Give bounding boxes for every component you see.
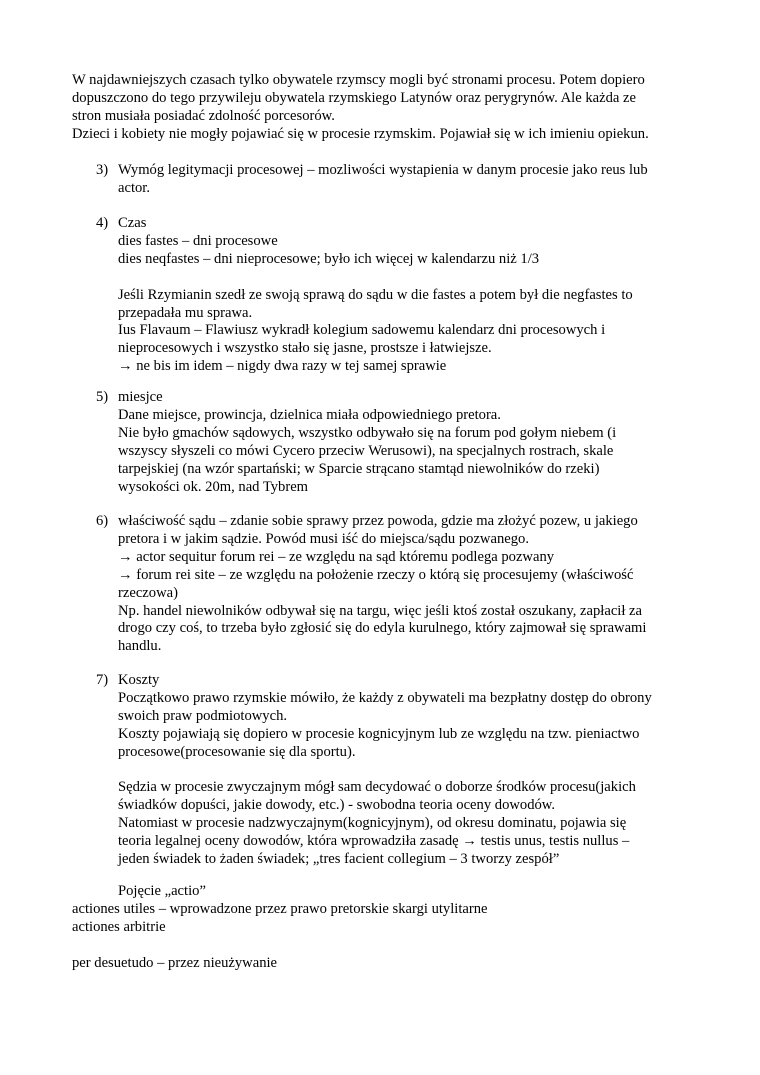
item-line: teoria legalnej oceny dowodów, która wprowadziła zasadę → testis unus, testis nullus – [118, 833, 630, 850]
item-line: → forum rei site – ze względu na położenie rzeczy o którą się procesujemy (właściwość [118, 566, 634, 583]
item-line: Np. handel niewolników odbywał się na targu, więc jeśli ktoś został oszukany, zapłacił za [118, 602, 643, 619]
item-line: swoich praw podmiotowych. [118, 707, 288, 724]
item-line: pretora i w jakim sądzie. Powód musi iść do miejsca/sądu pozwanego. [118, 530, 529, 547]
item-line: procesowe(procesowanie się dla sportu). [118, 743, 356, 760]
item-line: Nie było gmachów sądowych, wszystko odbywało się na forum pod gołym niebem (i [118, 424, 617, 441]
item-line: Wymóg legitymacji procesowej – mozliwości wystapienia w danym procesie jako reus lub [118, 162, 648, 178]
item-line: dies neqfastes – dni nieprocesowe; było ich więcej w kalendarzu niż 1/3 [118, 250, 540, 267]
closing-final-line: per desuetudo – przez nieużywanie [72, 955, 278, 971]
item-line: Sędzia w procesie zwyczajnym mógł sam decydować o doborze środków procesu(jakich [118, 779, 636, 796]
intro-line: Dzieci i kobiety nie mogły pojawiać się w procesie rzymskim. Pojawiał się w ich imieniu opiekun. [72, 126, 649, 142]
item-line: handlu. [118, 638, 162, 655]
closing-line: actiones arbitrie [72, 919, 166, 935]
item-line: Ius Flavaum – Flawiusz wykradł kolegium sadowemu kalendarz dni procesowych i [118, 322, 606, 339]
section-heading: Pojęcie „actio” [118, 883, 206, 899]
item-line: tarpejskiej (na wzór spartański; w Sparcie strącano stamtąd niewolników do rzeki) [118, 460, 600, 477]
item-line: Dane miejsce, prowincja, dzielnica miała odpowiedniego pretora. [118, 406, 501, 423]
item-line: Jeśli Rzymianin szedł ze swoją sprawą do sądu w die fastes a potem był die negfastes to [118, 286, 633, 303]
item-line: rzeczowa) [118, 584, 178, 601]
list-number: 4) [96, 215, 109, 231]
closing-line: actiones utiles – wprowadzone przez prawo pretorskie skargi utylitarne [72, 901, 488, 917]
item-line: Czas [118, 215, 147, 231]
intro-line: W najdawniejszych czasach tylko obywatele rzymscy mogli być stronami procesu. Potem dopiero [72, 72, 645, 88]
item-line: → ne bis im idem – nigdy dwa razy w tej samej sprawie [118, 358, 447, 375]
intro-line: stron musiała posiadać zdolność porcesorów. [72, 108, 335, 124]
item-line: actor. [118, 179, 151, 196]
list-number: 3) [96, 162, 109, 178]
item-line: wysokości ok. 20m, nad Tybrem [118, 478, 309, 495]
item-line: Koszty [118, 672, 160, 688]
list-number: 7) [96, 672, 109, 688]
item-line: Początkowo prawo rzymskie mówiło, że każdy z obywateli ma bezpłatny dostęp do obrony [118, 689, 652, 706]
item-line: nieprocesowych i wszystko stało się jasne, prostsze i łatwiejsze. [118, 340, 492, 357]
item-line: drogo czy coś, to trzeba było zgłosić się do edyla kurulnego, który zajmował się sprawami [118, 620, 647, 637]
item-line: dies fastes – dni procesowe [118, 232, 278, 249]
list-number: 6) [96, 513, 109, 529]
list-number: 5) [96, 389, 109, 405]
intro-line: dopuszczono do tego przywileju obywatela rzymskiego Latynów oraz perygrynów. Ale każda ze [72, 90, 636, 106]
item-line: Natomiast w procesie nadzwyczajnym(kognicyjnym), od okresu dominatu, pojawia się [118, 815, 627, 832]
item-line: jeden świadek to żaden świadek; „tres facient collegium – 3 tworzy zespół” [118, 851, 560, 868]
item-line: przepadała mu sprawa. [118, 304, 253, 321]
item-line: miesjce [118, 389, 163, 405]
item-line: właściwość sądu – zdanie sobie sprawy przez powoda, gdzie ma złożyć pozew, u jakiego [118, 513, 638, 529]
item-line: wszyscy słyszeli co mówi Cycero przeciw Werusowi), na specjalnych rostrach, skale [118, 442, 614, 459]
item-line: Koszty pojawiają się dopiero w procesie kognicyjnym lub ze względu na tzw. pieniactwo [118, 725, 640, 742]
item-line: świadków dopuści, jakie dowody, etc.) - swobodna teoria oceny dowodów. [118, 797, 556, 814]
item-line: → actor sequitur forum rei – ze względu na sąd któremu podlega pozwany [118, 548, 555, 565]
